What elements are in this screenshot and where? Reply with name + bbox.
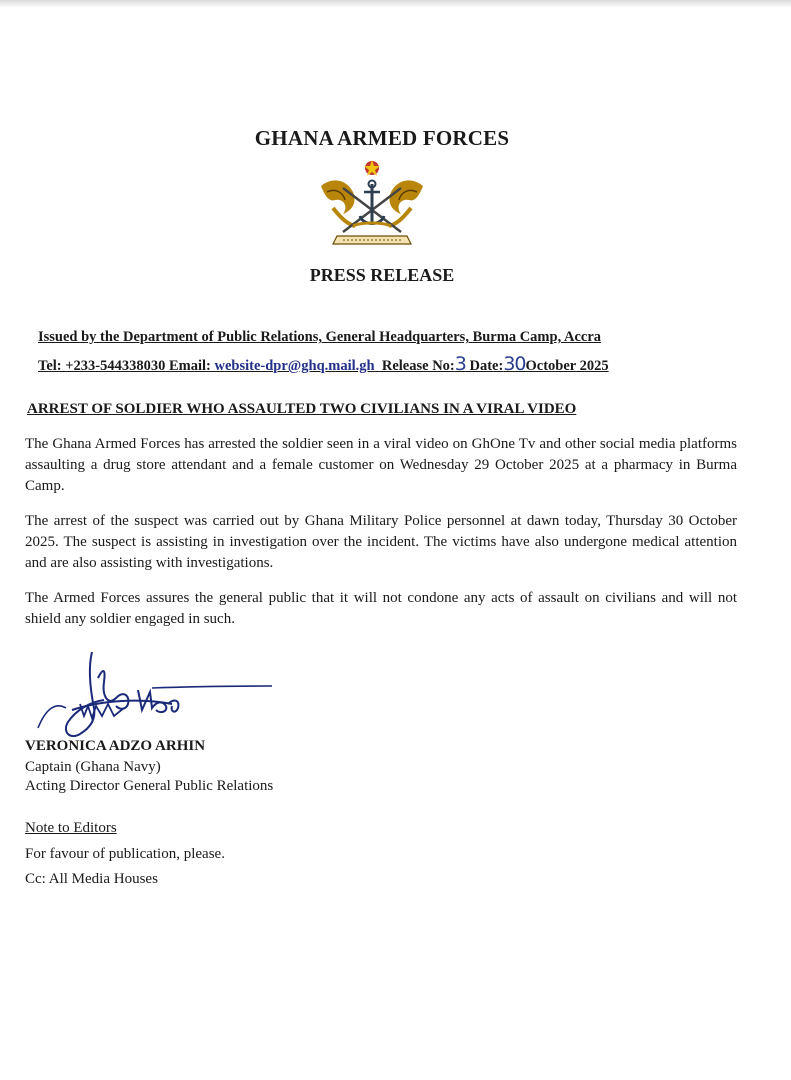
release-no-label: Release No: xyxy=(381,358,455,374)
date-label: Date: xyxy=(469,358,504,374)
scan-edge xyxy=(0,0,791,8)
release-headline: ARREST OF SOLDIER WHO ASSAULTED TWO CIVILIANS IN A VIRAL VIDEO xyxy=(27,401,577,417)
press-release-title: PRESS RELEASE xyxy=(309,265,455,285)
signatory-rank: Captain (Ghana Navy) xyxy=(25,759,161,775)
cc-line: Cc: All Media Houses xyxy=(25,871,158,887)
ghana-armed-forces-crest-icon xyxy=(313,158,431,254)
body-paragraph: The Armed Forces assures the general public that it will not condone any acts of assault on civilians and will not shield any soldier engaged in such. xyxy=(25,590,737,627)
body-paragraph: The Ghana Armed Forces has arrested the soldier seen in a viral video on GhOne Tv and other social media platforms assaulting a drug store attendant and a female customer on Wednesday 29 October 2025 at a pharmacy in Burma Camp. xyxy=(25,436,737,494)
email-label: Email: xyxy=(168,358,211,374)
issuer-line: Issued by the Department of Public Relations, General Headquarters, Burma Camp, Accra xyxy=(38,329,602,345)
body-paragraph: The arrest of the suspect was carried out by Ghana Military Police personnel at dawn today, Thursday 30 October 2025. The suspect is assisting in investigation over the incident. The victims have also undergone medical attention and are also assisting with investigations. xyxy=(25,513,737,571)
release-no-value: 3 xyxy=(454,353,466,375)
contact-line xyxy=(38,353,718,375)
tel-number: Tel: +233-544338030 xyxy=(38,358,166,374)
publication-request: For favour of publication, please. xyxy=(25,846,225,862)
signatory-name: VERONICA ADZO ARHIN xyxy=(25,738,206,754)
signatory-role: Acting Director General Public Relations xyxy=(25,778,274,794)
org-title: GHANA ARMED FORCES xyxy=(254,126,510,150)
date-day: 30 xyxy=(503,353,526,375)
date-rest: October 2025 xyxy=(525,358,609,374)
note-to-editors: Note to Editors xyxy=(25,820,117,836)
email-link[interactable]: website-dpr@ghq.mail.gh xyxy=(214,358,375,374)
handwritten-signature xyxy=(32,648,282,748)
